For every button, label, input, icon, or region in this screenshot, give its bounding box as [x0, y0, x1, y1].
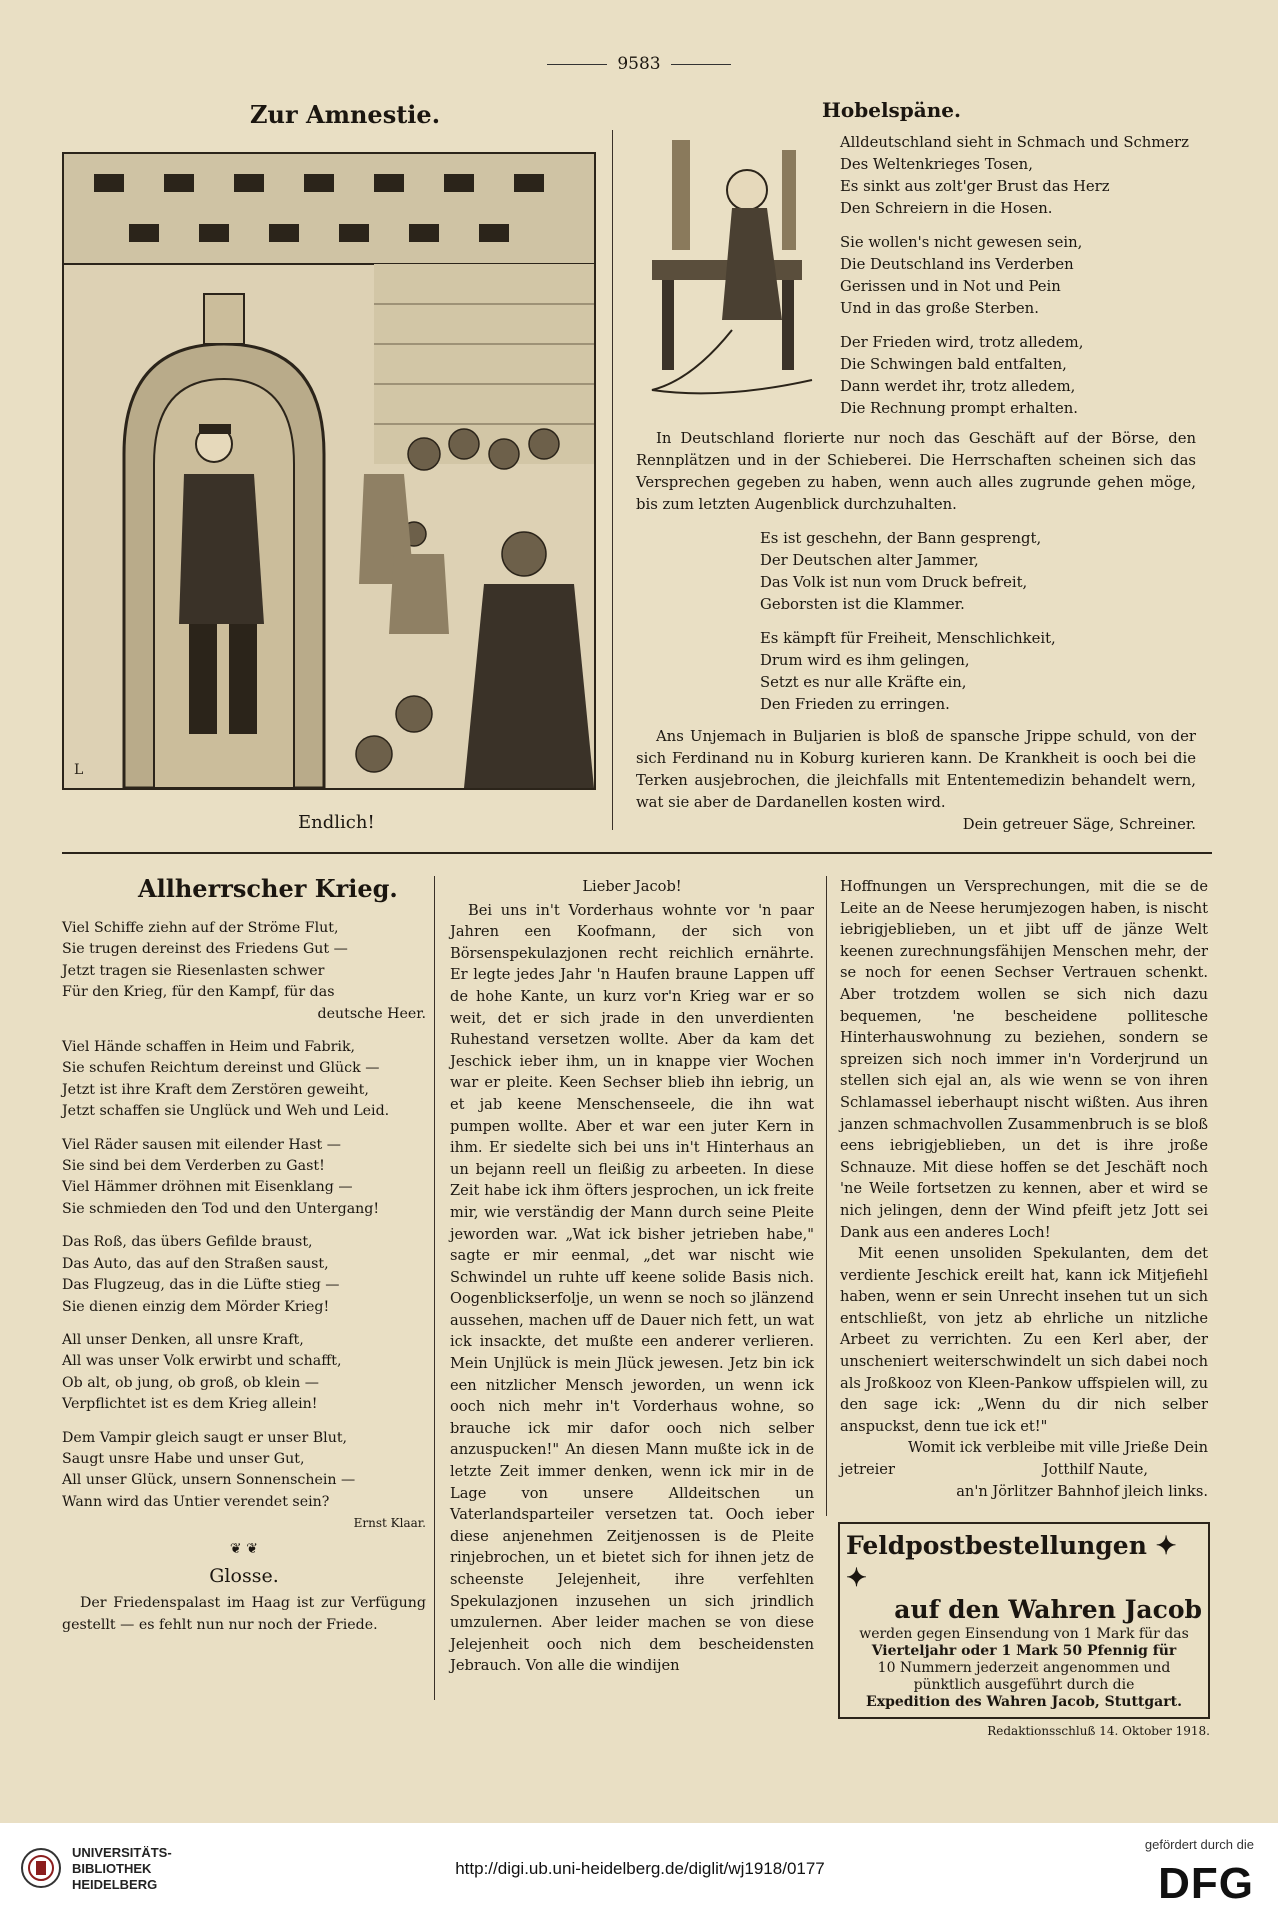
poem-stanza: Es ist geschehn, der Bann gesprengt, Der Deutschen alter Jammer, Das Volk ist nun vom Druck befreit, Geborsten ist die Klammer.: [760, 530, 1042, 613]
ad-line: werden gegen Einsendung von 1 Mark für das: [859, 1626, 1189, 1642]
column-divider: [612, 130, 613, 830]
column-divider: [434, 876, 435, 1700]
illustration-title: Zur Amnestie.: [250, 100, 441, 129]
glosse-text: Der Friedenspalast im Haag ist zur Verfügung gestellt — es fehlt nun nur noch der Friede.: [62, 1595, 426, 1633]
ad-line: Expedition des Wahren Jacob, Stuttgart.: [866, 1694, 1182, 1710]
glosse-title: Glosse.: [209, 1564, 279, 1587]
page-number: 9583: [0, 54, 1278, 74]
hobelspaene-poem-2: [760, 528, 1056, 728]
illustration-caption: Endlich!: [298, 812, 375, 833]
ad-headline-1: Feldpostbestellungen ✦ ✦: [846, 1531, 1177, 1592]
ad-headline-2: auf den Wahren Jacob: [894, 1595, 1202, 1624]
poem-stanza: Viel Schiffe ziehn auf der Ströme Flut, Sie trugen dereinst des Friedens Gut — Jetzt tragen sie Riesenlasten schwer Für den Krieg, für den Kampf, für das deutsche Heer.: [62, 920, 426, 1022]
letter-author-place: an'n Jörlitzer Bahnhof jleich links.: [956, 1482, 1208, 1500]
poem-stanza: Alldeutschland sieht in Schmach und Schmerz Des Weltenkrieges Tosen, Es sinkt aus zolt'ger Brust das Herz Den Schreiern in die Hosen.: [840, 134, 1189, 217]
ad-line: 10 Nummern jederzeit angenommen und: [877, 1660, 1171, 1676]
library-name: UNIVERSITÄTS- BIBLIOTHEK HEIDELBERG: [72, 1845, 172, 1892]
letter-paragraph: Bei uns in't Vorderhaus wohnte vor 'n paar Jahren een Koofmann, der sich von Börsenspekulazjonen recht reichlich ernährte. Er legte jedes Jahr 'n Haufen braune Lappen uff de hohe Kante, un kurz vor'n Krieg war er so weit, det er sich jrade in den unverdienten Ruhestand versetzen wollte. Aber da kam det Jeschick ieber ihm, un in knappe vier Wochen war er pleite. Keen Sechser blieb ihn iebrig, un et jab keene Menschenseele, die ihn wat pumpen wollte. Aber et war een juter Kern in ihm. Er siedelte sich bei uns in't Hinterhaus an un bejann reell un fleißig zu arbeeten. In diese Zeit habe ick ihm öfters jesprochen, un ick freite mir, wie verständig der Mann durch seine Pleite jeworden war. „Wat ick bisher jetrieben habe," sagte er mir eenmal, „det war nischt wie Schwindel un ruhte uff keene solide Basis nich. Oogenblickserfolje, un wenn se noch so jlänzend aussehen, machen uff de Dauer nich fett, un wat ick insackte, det mußte een anderer verlieren. Mein Unjlück is mein Jlück jewesen. Jetz bin ick een nitzlicher Mensch jeworden, un wenn ick ooch nich mehr in't Vorderhaus wohne, so brauche ick mir dafor ooch nich selber anzuspucken!" An diesen Mann mußte ick in de letzte Zeit immer denken, wenn ick mir in de Lage von unsere Alldeitschen un Vaterlandsparteiler versetzen tat. Ooch ieber diese anjenehmen Zeitjenossen is de Pleite rinjebrochen, un et bietet sich for ihnen jetz de scheenste Jelejenheit, ihre verfehlten Spekulazjonen inzusehen un sich jrindlich umzulernen. Aber leider machen se von diese Jelejenheit ooch nich dem bescheidensten Jebrauch. Von alle die windijen: [450, 901, 814, 1675]
ornament: ❦ ❦: [229, 1540, 259, 1557]
illustration-prison-gate: [62, 152, 596, 790]
university-seal-icon: [20, 1847, 62, 1889]
dfg-logo: DFG: [1158, 1859, 1254, 1908]
poem-stanza: All unser Denken, all unsre Kraft, All was unser Volk erwirbt und schafft, Ob alt, ob jung, ob groß, ob klein — Verpflichtet ist es dem Krieg allein!: [62, 1331, 342, 1413]
poem-stanza: Sie wollen's nicht gewesen sein, Die Deutschland ins Verderben Gerissen und in Not und Pein Und in das große Sterben.: [840, 234, 1083, 317]
letter-author-name: Jotthilf Naute,: [1042, 1461, 1148, 1479]
poem-stanza: Dem Vampir gleich saugt er unser Blut, Saugt unsre Habe und unser Gut, All unser Glück, unsern Sonnenschein — Wann wird das Untier verendet sein?: [62, 1429, 356, 1510]
ad-line: Vierteljahr oder 1 Mark 50 Pfennig für: [871, 1643, 1177, 1659]
hobelspaene-poem: [840, 132, 1189, 432]
letter-closing-word: jetreier: [840, 1461, 895, 1479]
hobelspaene-signature: Dein getreuer Säge, Schreiner.: [962, 816, 1196, 833]
poem-stanza: Viel Hände schaffen in Heim und Fabrik, Sie schufen Reichtum dereinst und Glück — Jetzt ist ihre Kraft dem Zerstören geweiht, Jetzt schaffen sie Unglück und Weh und Leid.: [62, 1039, 390, 1120]
carpenter-drawing: [632, 120, 818, 406]
ad-line: pünktlich ausgeführt durch die: [913, 1677, 1135, 1693]
feldpost-advertisement: [838, 1522, 1210, 1719]
letter-paragraph: Mit eenen unsoliden Spekulanten, dem det verdiente Jeschick ereilt hat, kann ick Mitjefiehl haben, wenn er sein Unrecht insehen tut un sich entschließt, von jetz ab ehrliche un nitzliche Arbeet zu verrichten. Zu een Kerl aber, der unscheniert weiterschwindelt un sich dabei noch als Jroßkooz von Kleen-Pankow uffspielen will, zu den sage ick: „Wenn du dir nich selber anspuckst, denn tue ick et!": [840, 1245, 1208, 1435]
artist-monogram: L: [74, 762, 84, 778]
poem-stanza: Der Frieden wird, trotz alledem, Die Schwingen bald entfalten, Dann werdet ihr, trotz alledem, Die Rechnung prompt erhalten.: [840, 334, 1084, 417]
prison-gate-drawing: [64, 154, 594, 788]
allherrscher-author: Ernst Klaar.: [353, 1516, 426, 1531]
column-divider: [826, 876, 827, 1516]
hobelspaene-title: Hobelspäne.: [822, 98, 961, 122]
letter-signature: [840, 1459, 1208, 1481]
poem-stanza: Das Roß, das übers Gefilde braust, Das Auto, das auf den Straßen saust, Das Flugzeug, das in die Lüfte stieg — Sie dienen einzig dem Mörder Krieg!: [62, 1234, 340, 1315]
letter-paragraph: Hoffnungen un Versprechungen, mit die se de Leite an de Neese herumjezogen haben, is nischt iebrigjeblieben, un et jibt uff de jänze Welt keenen zurechnungsfähijen Menschen mehr, der se noch for eenen Sechser Vertrauen schenkt. Aber trotzdem wollen se sich nich dazu bequemen, 'ne bescheidene pollitesche Hinterhauswohnung zu beziehen, sondern se spreizen sich noch immer in'n Vorderjrund un stellen sich ejal an, als wie wenn se von ihren Schlamassel ieberhaupt nischt wißten. Aus ihren janzen schmachvollen Zusammenbruch is se bloß eens iebrigjeblieben, un det is ihre jroße Schnauze. Mit diese hoffen se det Jeschäft noch 'ne Weile fortsetzen zu kennen, aber et wird se nich jelingen, denn der Wind pfeift jetz Jott sei Dank aus een anderes Loch!: [840, 878, 1208, 1241]
viewer-footer: [0, 1823, 1278, 1915]
funding-label: gefördert durch die: [1144, 1837, 1254, 1852]
redaktionsschluss: Redaktionsschluß 14. Oktober 1918.: [987, 1724, 1210, 1738]
permalink-url[interactable]: http://digi.ub.uni-heidelberg.de/diglit/wj1918/0177: [455, 1859, 825, 1878]
hobelspaene-prose-2: Ans Unjemach in Buljarien is bloß de spansche Jrippe schuld, von der sich Ferdinand nu in Koburg kurieren kann. De Krankheit is ooch bei die Terken ausjebrochen, die jleichfalls mit Ententemedizin behandelt wern, wat sie aber de Dardanellen kosten wird.: [636, 728, 1196, 811]
hobelspaene-prose-1: In Deutschland florierte nur noch das Geschäft auf der Börse, den Rennplätzen und in der Schieberei. Die Herrschaften scheinen sich das Versprechen gegeben zu haben, wenn auch alles zugrunde gehen möge, bis zum letzten Augenblick durchzuhalten.: [636, 430, 1196, 513]
allherrscher-title: Allherrscher Krieg.: [138, 874, 398, 903]
poem-stanza: Es kämpft für Freiheit, Menschlichkeit, Drum wird es ihm gelingen, Setzt es nur alle Kräfte ein, Den Frieden zu erringen.: [760, 630, 1056, 713]
letter-column-3: [840, 876, 1208, 1502]
allherrscher-poem: [62, 918, 426, 1636]
section-divider: [62, 852, 1212, 854]
carpenter-vignette: [632, 120, 818, 406]
poem-stanza: Viel Räder sausen mit eilender Hast — Sie sind bei dem Verderben zu Gast! Viel Hämmer dröhnen mit Eisenklang — Sie schmieden den Tod und den Untergang!: [62, 1136, 380, 1217]
letter-column-2: [450, 876, 814, 1677]
letter-salutation: Lieber Jacob!: [582, 878, 682, 895]
letter-closing: Womit ick verbleibe mit ville Jrieße Dein: [907, 1439, 1208, 1457]
